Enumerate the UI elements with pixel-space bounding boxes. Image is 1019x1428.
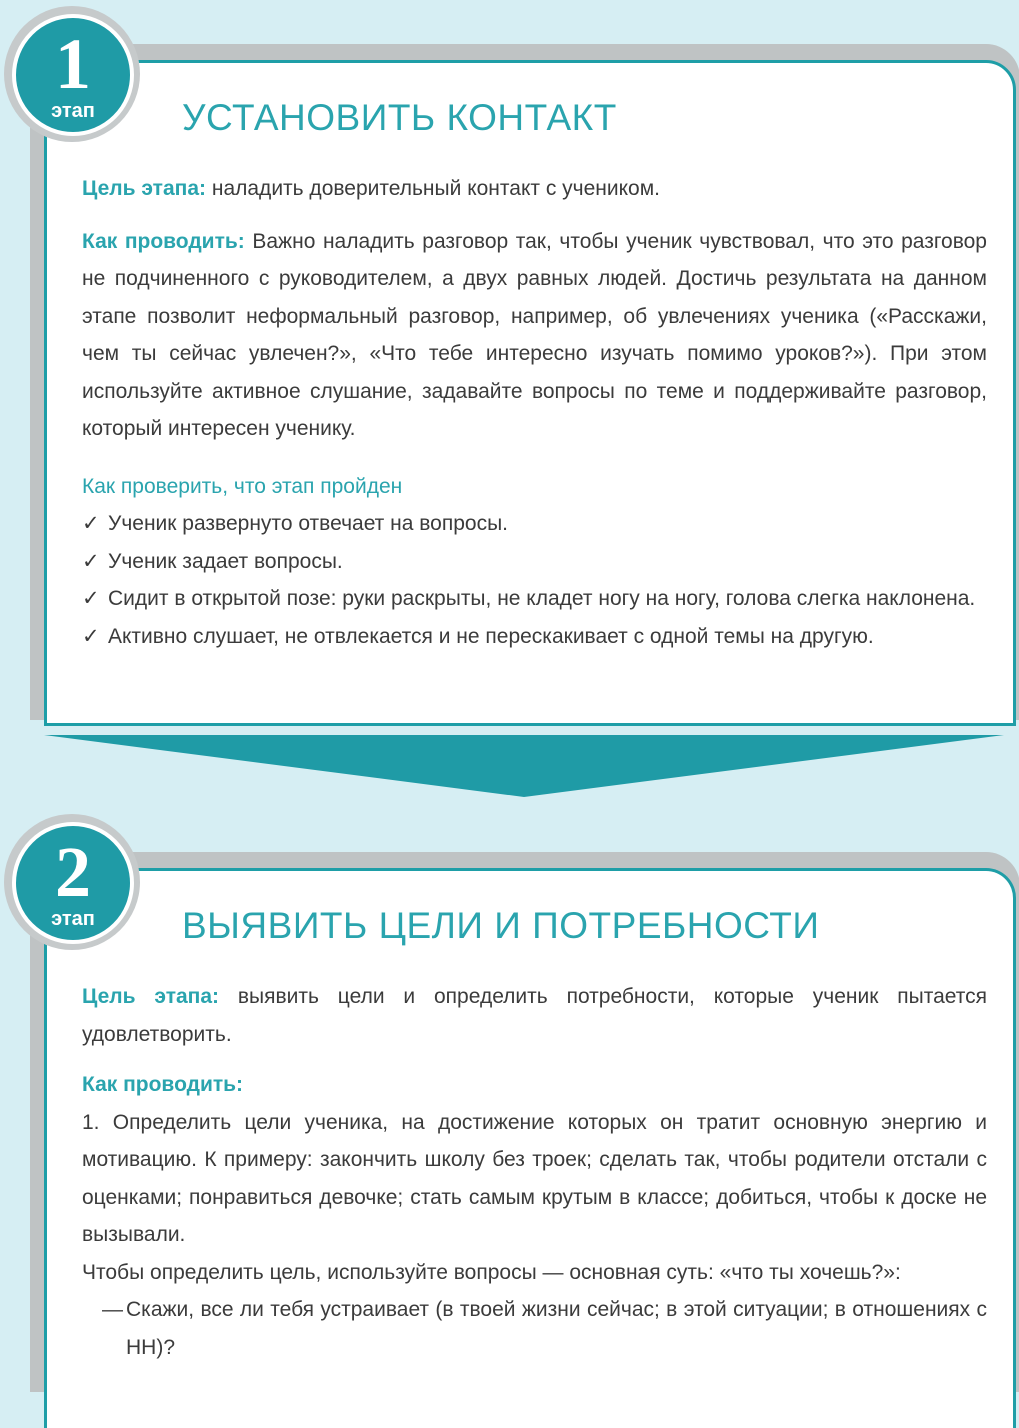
question-item: — Скажи, все ли тебя устраивает (в твоей жизни сейчас; в этой ситуации; в отношениях с НН)?	[82, 1291, 987, 1366]
check-title: Как проверить, что этап пройден	[82, 474, 403, 498]
stage-label: этап	[51, 100, 95, 122]
stage-2-body	[82, 978, 987, 1366]
checkmark-icon: ✓	[82, 587, 100, 610]
goal-text: выявить цели и определить потребности, которые ученик пытается удовлетворить.	[82, 985, 987, 1046]
stage-number: 2	[55, 832, 91, 912]
check-item: ✓ Активно слушает, не отвлекается и не перескакивает с одной темы на другую.	[82, 618, 987, 656]
check-item: ✓ Сидит в открытой позе: руки раскрыты, не кладет ногу на ногу, голова слегка наклонена.	[82, 580, 987, 618]
checkmark-icon: ✓	[82, 549, 100, 573]
stage-1-title: УСТАНОВИТЬ КОНТАКТ	[182, 97, 617, 138]
checkmark-icon: ✓	[82, 624, 100, 648]
check-item: ✓ Ученик задает вопросы.	[82, 543, 987, 581]
goal-paragraph	[82, 978, 987, 1053]
how-text: Важно наладить разговор так, чтобы ученик чувствовал, что это разговор не подчиненного с руководителем, а двух равных людей. Достичь результата на данном этапе позволит неформальный разговор, например, об увлечениях ученика («Расскажи, чем ты сейчас увлечен?», «Что тебе интересно изучать помимо уроков?»). При этом используйте активное слушание, задавайте вопросы по теме и поддерживайте разговор, который интересен ученику.	[82, 229, 987, 440]
goal-lead: Цель этапа:	[82, 985, 220, 1008]
goal-paragraph	[82, 170, 987, 208]
stage-2-section	[0, 808, 1019, 1379]
stage-number: 1	[55, 24, 91, 104]
how-paragraph	[82, 223, 987, 448]
check-item: ✓ Ученик развернуто отвечает на вопросы.	[82, 505, 987, 543]
goal-lead: Цель этапа:	[82, 177, 207, 200]
dash-icon: —	[102, 1298, 123, 1321]
how-lead: Как проводить:	[82, 229, 245, 253]
stage-2-title: ВЫЯВИТЬ ЦЕЛИ И ПОТРЕБНОСТИ	[182, 905, 820, 946]
goal-text: наладить доверительный контакт с учеником.	[206, 177, 660, 200]
down-arrow-icon	[44, 735, 1004, 799]
questions-intro: Чтобы определить цель, используйте вопросы — основная суть: «что ты хочешь?»:	[82, 1260, 901, 1284]
step-1: 1. Определить цели ученика, на достижение которых он тратит основную энергию и мотивацию. К примеру: закончить школу без троек; сделать так, чтобы родители отстали с оценками; понравиться девочке; стать самым крутым в классе; добиться, чтобы к доске не вызывали.	[82, 1110, 987, 1246]
stage-label: этап	[51, 908, 95, 930]
how-lead: Как проводить:	[82, 1073, 244, 1096]
stage-2-badge	[12, 822, 134, 944]
stage-1-badge	[12, 14, 134, 136]
stage-1-body	[82, 170, 987, 655]
checkmark-icon: ✓	[82, 512, 100, 535]
checklist	[82, 505, 987, 655]
